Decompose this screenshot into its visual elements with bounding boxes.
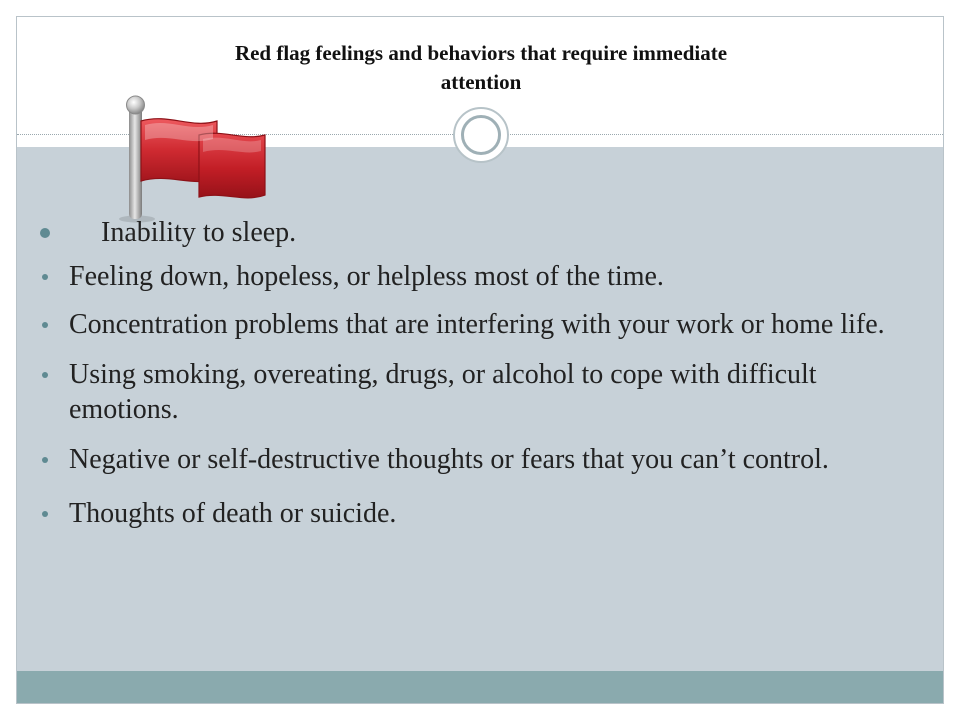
list-item bbox=[35, 259, 915, 294]
ring-icon bbox=[453, 107, 509, 163]
list-item bbox=[35, 442, 915, 477]
list-item-text: Negative or self-destructive thoughts or fears that you can’t control. bbox=[69, 444, 829, 475]
bullet-icon bbox=[35, 215, 69, 250]
list-item bbox=[35, 215, 915, 250]
list-item bbox=[35, 496, 915, 531]
footer-band bbox=[17, 671, 943, 704]
list-item-text: Feeling down, hopeless, or helpless most of the time. bbox=[69, 261, 664, 292]
bullet-list bbox=[35, 215, 915, 531]
list-item-text: Inability to sleep. bbox=[101, 217, 297, 248]
flag-pole-knob bbox=[127, 96, 145, 114]
list-item-text: Using smoking, overeating, drugs, or alcohol to cope with difficult emotions. bbox=[69, 359, 817, 425]
ring-inner bbox=[461, 115, 501, 155]
list-item-text: Concentration problems that are interfering with your work or home life. bbox=[69, 309, 885, 340]
list-item bbox=[35, 357, 915, 427]
flag-pole bbox=[129, 105, 142, 219]
slide bbox=[16, 16, 944, 704]
red-flag-icon bbox=[99, 95, 269, 225]
bullet-icon bbox=[35, 357, 69, 392]
list-item-text: Thoughts of death or suicide. bbox=[69, 498, 397, 529]
slide-title: Red flag feelings and behaviors that require immediate attention bbox=[234, 41, 728, 94]
list-item bbox=[35, 307, 915, 342]
bullet-icon bbox=[35, 259, 69, 294]
bullet-icon bbox=[35, 496, 69, 531]
bullet-icon bbox=[35, 307, 69, 342]
bullet-icon bbox=[35, 442, 69, 477]
